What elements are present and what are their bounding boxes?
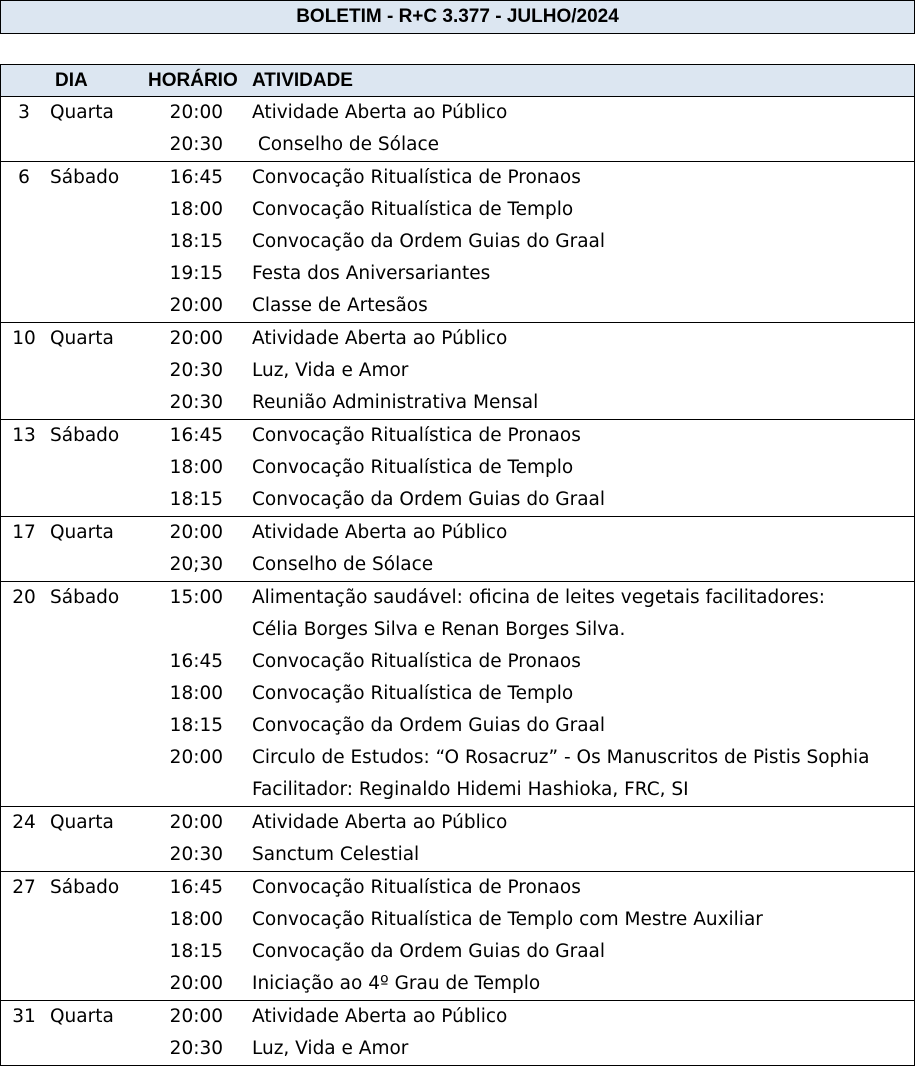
activity-cell: Conselho de Sólace	[252, 554, 434, 575]
table-row	[1, 387, 914, 419]
time-cell: 20:00	[169, 522, 223, 543]
activity-cell: Luz, Vida e Amor	[252, 1038, 409, 1059]
day-group	[1, 1000, 914, 1065]
activity-cell: Atividade Aberta ao Público	[252, 812, 508, 833]
weekday: Sábado	[50, 587, 120, 608]
time-cell: 18:15	[169, 941, 223, 962]
time-cell: 18:15	[169, 231, 223, 252]
table-row	[1, 936, 914, 968]
table-row	[1, 452, 914, 484]
time-cell: 19:15	[169, 263, 223, 284]
table-row	[1, 258, 914, 290]
time-cell: 20:30	[169, 360, 223, 381]
activity-cell: Convocação Ritualística de Pronaos	[252, 425, 581, 446]
day-number: 3	[18, 102, 30, 123]
table-body	[1, 97, 914, 1065]
table-row	[1, 355, 914, 387]
table-row	[1, 97, 914, 129]
table-row	[1, 1001, 914, 1033]
day-group	[1, 806, 914, 871]
document-title	[0, 0, 915, 34]
table-row	[1, 420, 914, 452]
table-row	[1, 614, 914, 646]
table-row	[1, 807, 914, 839]
table-row	[1, 678, 914, 710]
time-cell: 20:00	[169, 295, 223, 316]
activity-cell: Sanctum Celestial	[252, 844, 420, 865]
header-horario: HORÁRIO	[148, 70, 238, 91]
activity-cell: Convocação Ritualística de Pronaos	[252, 167, 581, 188]
time-cell: 18:15	[169, 489, 223, 510]
activity-cell: Classe de Artesãos	[252, 295, 428, 316]
table-row	[1, 484, 914, 516]
weekday: Sábado	[50, 877, 120, 898]
activity-cell: Circulo de Estudos: “O Rosacruz” - Os Manuscritos de Pistis Sophia	[252, 747, 870, 768]
time-cell: 18:00	[169, 199, 223, 220]
table-header	[1, 64, 914, 97]
time-cell: 20:00	[169, 328, 223, 349]
weekday: Sábado	[50, 425, 120, 446]
day-group	[1, 419, 914, 516]
time-cell: 20:30	[169, 392, 223, 413]
time-cell: 20:00	[169, 812, 223, 833]
table-row	[1, 582, 914, 614]
weekday: Quarta	[50, 522, 114, 543]
activity-cell: Luz, Vida e Amor	[252, 360, 409, 381]
activity-cell: Atividade Aberta ao Público	[252, 1006, 508, 1027]
activity-cell: Convocação Ritualística de Templo com Mestre Auxiliar	[252, 909, 763, 930]
time-cell: 15:00	[169, 587, 223, 608]
table-row	[1, 549, 914, 581]
activity-cell: Célia Borges Silva e Renan Borges Silva.	[252, 619, 626, 640]
day-group	[1, 581, 914, 806]
table-row	[1, 194, 914, 226]
title-text: BOLETIM - R+C 3.377 - JULHO/2024	[296, 6, 619, 27]
activity-cell: Convocação da Ordem Guias do Graal	[252, 231, 606, 252]
activity-cell: Atividade Aberta ao Público	[252, 102, 508, 123]
time-cell: 18:15	[169, 715, 223, 736]
time-cell: 20:30	[169, 844, 223, 865]
time-cell: 18:00	[169, 683, 223, 704]
activity-cell: Atividade Aberta ao Público	[252, 328, 508, 349]
header-atividade: ATIVIDADE	[252, 70, 353, 91]
table-row	[1, 290, 914, 322]
table-row	[1, 1033, 914, 1065]
day-group	[1, 871, 914, 1000]
weekday: Sábado	[50, 167, 120, 188]
day-number: 13	[12, 425, 36, 446]
day-number: 6	[18, 167, 30, 188]
day-number: 27	[12, 877, 36, 898]
activity-cell: Festa dos Aniversariantes	[252, 263, 491, 284]
time-cell: 20;30	[169, 554, 223, 575]
table-row	[1, 129, 914, 161]
day-number: 17	[12, 522, 36, 543]
weekday: Quarta	[50, 102, 114, 123]
table-row	[1, 710, 914, 742]
table-row	[1, 968, 914, 1000]
table-row	[1, 162, 914, 194]
header-dia: DIA	[55, 70, 88, 91]
weekday: Quarta	[50, 1006, 114, 1027]
activity-cell: Reunião Administrativa Mensal	[252, 392, 539, 413]
activity-cell: Convocação da Ordem Guias do Graal	[252, 941, 606, 962]
time-cell: 18:00	[169, 457, 223, 478]
schedule-table	[0, 64, 915, 1066]
day-group	[1, 97, 914, 161]
day-number: 24	[12, 812, 36, 833]
time-cell: 16:45	[169, 167, 223, 188]
activity-cell: Facilitador: Reginaldo Hidemi Hashioka, FRC, SI	[252, 779, 689, 800]
table-row	[1, 323, 914, 355]
time-cell: 16:45	[169, 877, 223, 898]
table-row	[1, 742, 914, 774]
time-cell: 20:00	[169, 747, 223, 768]
table-row	[1, 774, 914, 806]
day-group	[1, 161, 914, 322]
day-number: 10	[12, 328, 36, 349]
time-cell: 20:30	[169, 134, 223, 155]
day-number: 31	[12, 1006, 36, 1027]
table-row	[1, 517, 914, 549]
activity-cell: Conselho de Sólace	[252, 134, 440, 155]
day-group	[1, 322, 914, 419]
table-row	[1, 646, 914, 678]
activity-cell: Convocação Ritualística de Templo	[252, 683, 574, 704]
activity-cell: Convocação da Ordem Guias do Graal	[252, 489, 606, 510]
time-cell: 20:00	[169, 102, 223, 123]
time-cell: 20:00	[169, 1006, 223, 1027]
table-row	[1, 226, 914, 258]
table-row	[1, 872, 914, 904]
activity-cell: Atividade Aberta ao Público	[252, 522, 508, 543]
activity-cell: Convocação da Ordem Guias do Graal	[252, 715, 606, 736]
weekday: Quarta	[50, 328, 114, 349]
day-group	[1, 516, 914, 581]
activity-cell: Convocação Ritualística de Templo	[252, 199, 574, 220]
activity-cell: Convocação Ritualística de Pronaos	[252, 651, 581, 672]
day-number: 20	[12, 587, 36, 608]
table-row	[1, 839, 914, 871]
time-cell: 18:00	[169, 909, 223, 930]
time-cell: 20:00	[169, 973, 223, 994]
time-cell: 20:30	[169, 1038, 223, 1059]
weekday: Quarta	[50, 812, 114, 833]
activity-cell: Convocação Ritualística de Templo	[252, 457, 574, 478]
activity-cell: Convocação Ritualística de Pronaos	[252, 877, 581, 898]
time-cell: 16:45	[169, 425, 223, 446]
activity-cell: Alimentação saudável: oficina de leites vegetais facilitadores:	[252, 587, 826, 608]
activity-cell: Iniciação ao 4º Grau de Templo	[252, 973, 541, 994]
table-row	[1, 904, 914, 936]
time-cell: 16:45	[169, 651, 223, 672]
